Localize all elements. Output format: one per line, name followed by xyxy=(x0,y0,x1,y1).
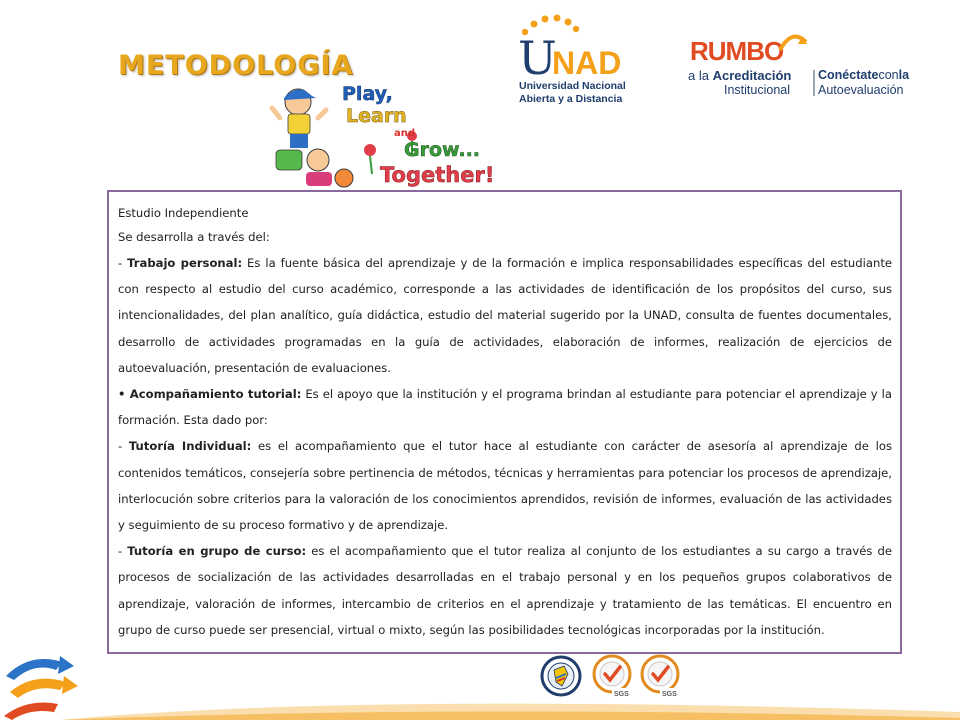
rumbo-logo xyxy=(686,32,926,102)
kid4-head-icon xyxy=(335,169,353,187)
sgs-seal-icon xyxy=(590,654,634,698)
p1-label: Trabajo personal: xyxy=(127,256,243,270)
play-learn-grow-clipart xyxy=(262,78,524,190)
p3-prefix: - xyxy=(118,439,129,454)
p3-text: es el acompañamiento que el tutor hace al estudiante con carácter de asesoría al aprendizaje de los contenidos temáticos, consejería sobre pertinencia de métodos, técnicas y herramientas para potenciar los procesos de aprendizaje, interlocución sobre criterios para la valoración de los conocimientos aprendidos, revisión de informes, evaluación de las actividades y seguimiento de su proceso formativo y de aprendizaje. xyxy=(118,439,892,533)
clipart-word-and: and xyxy=(394,128,416,139)
kid2-body-icon xyxy=(276,150,302,170)
flower-icon xyxy=(364,144,376,156)
swoosh-logo-icon xyxy=(0,646,80,720)
sgs-seal-icon-2 xyxy=(638,654,682,698)
unad-name xyxy=(519,80,626,105)
unad-mark-nad: NAD xyxy=(552,45,622,81)
sgs-label-2: SGS xyxy=(662,691,677,698)
paragraph-tutoria-individual xyxy=(118,433,892,538)
content-box xyxy=(107,190,902,654)
paragraph-acompanamiento xyxy=(118,381,892,433)
kid-cap-icon xyxy=(284,89,316,100)
clipart-word-together: Together! xyxy=(380,163,495,187)
rumbo-right1-bold: Conéctate xyxy=(818,68,879,82)
rumbo-line1 xyxy=(688,68,791,83)
rumbo-right1-bold2: la xyxy=(898,68,910,82)
paragraph-trabajo-personal xyxy=(118,250,892,381)
p2-bullet: • xyxy=(118,387,130,402)
clipart-word-learn: Learn xyxy=(346,105,407,127)
kid-legs-icon xyxy=(290,134,308,148)
rumbo-right1-normal: con xyxy=(878,68,899,82)
clipart-word-play: Play, xyxy=(342,83,393,105)
section-heading: Estudio Independiente xyxy=(118,206,249,220)
p2-label: Acompañamiento tutorial: xyxy=(129,387,302,402)
p2-text: Es el apoyo que la institución y el programa brindan al estudiante para potenciar el aprendizaje y la formación. Esta dado por: xyxy=(118,387,892,428)
kid3-body-icon xyxy=(306,172,332,186)
p1-prefix: - xyxy=(118,256,128,270)
unad-line1: Universidad Nacional xyxy=(519,80,626,92)
p4-prefix: - xyxy=(118,544,128,559)
paragraph-tutoria-grupo xyxy=(118,538,892,643)
rumbo-divider xyxy=(813,70,815,96)
kid-body-icon xyxy=(288,114,310,134)
rumbo-right2: Autoevaluación xyxy=(818,83,904,97)
rumbo-right1 xyxy=(818,68,909,82)
clipart-word-grow: Grow... xyxy=(404,139,481,161)
p3-label: Tutoría Individual: xyxy=(128,439,252,454)
unad-mark-u: U xyxy=(518,31,557,85)
p1-text: Es la fuente básica del aprendizaje y de la formación e implica responsabilidades específicas del estudiante con respecto al estudio del curso académico, corresponde a las actividades de identificación de los propósitos del curso, sus intencionalidades, del plan analítico, guía didáctica, estudio del material sugerido por la UNAD, consulta de fuentes documentales, desarrollo de actividades programadas en la guía de actividades, elaboración de informes, realización de ejercicios de autoevaluación, presentación de evaluaciones. xyxy=(118,256,892,375)
p4-text: es el acompañamiento que el tutor realiza al conjunto de los estudiantes a su cargo a través de procesos de socialización de las actividades desarrolladas en el trabajo personal y en los pequeños grupos colaborativos de aprendizaje, valoración de informes, intercambio de criterios en el aprendizaje y tratamiento de las temáticas. El encuentro en grupo de curso puede ser presencial, virtual o mixto, según las posibilidades tecnológicas incorporadas por la institución. xyxy=(118,544,892,637)
page-title: METODOLOGÍA xyxy=(118,50,354,81)
rumbo-mark: RUMBO xyxy=(690,36,784,66)
bottom-wave-decoration xyxy=(60,690,960,720)
colombia-seal-icon xyxy=(540,654,582,698)
rumbo-line1-bold: Acreditación xyxy=(712,68,792,83)
p4-label: Tutoría en grupo de curso: xyxy=(127,544,307,559)
rumbo-line1-prefix: a la xyxy=(688,68,709,83)
kid2-head-icon xyxy=(307,149,329,171)
rumbo-compass-icon xyxy=(776,32,808,66)
sgs-label-1: SGS xyxy=(614,691,629,698)
section-intro: Se desarrolla a través del: xyxy=(118,230,270,244)
unad-line2: Abierta y a Distancia xyxy=(519,92,623,105)
rumbo-line2: Institucional xyxy=(724,83,791,97)
